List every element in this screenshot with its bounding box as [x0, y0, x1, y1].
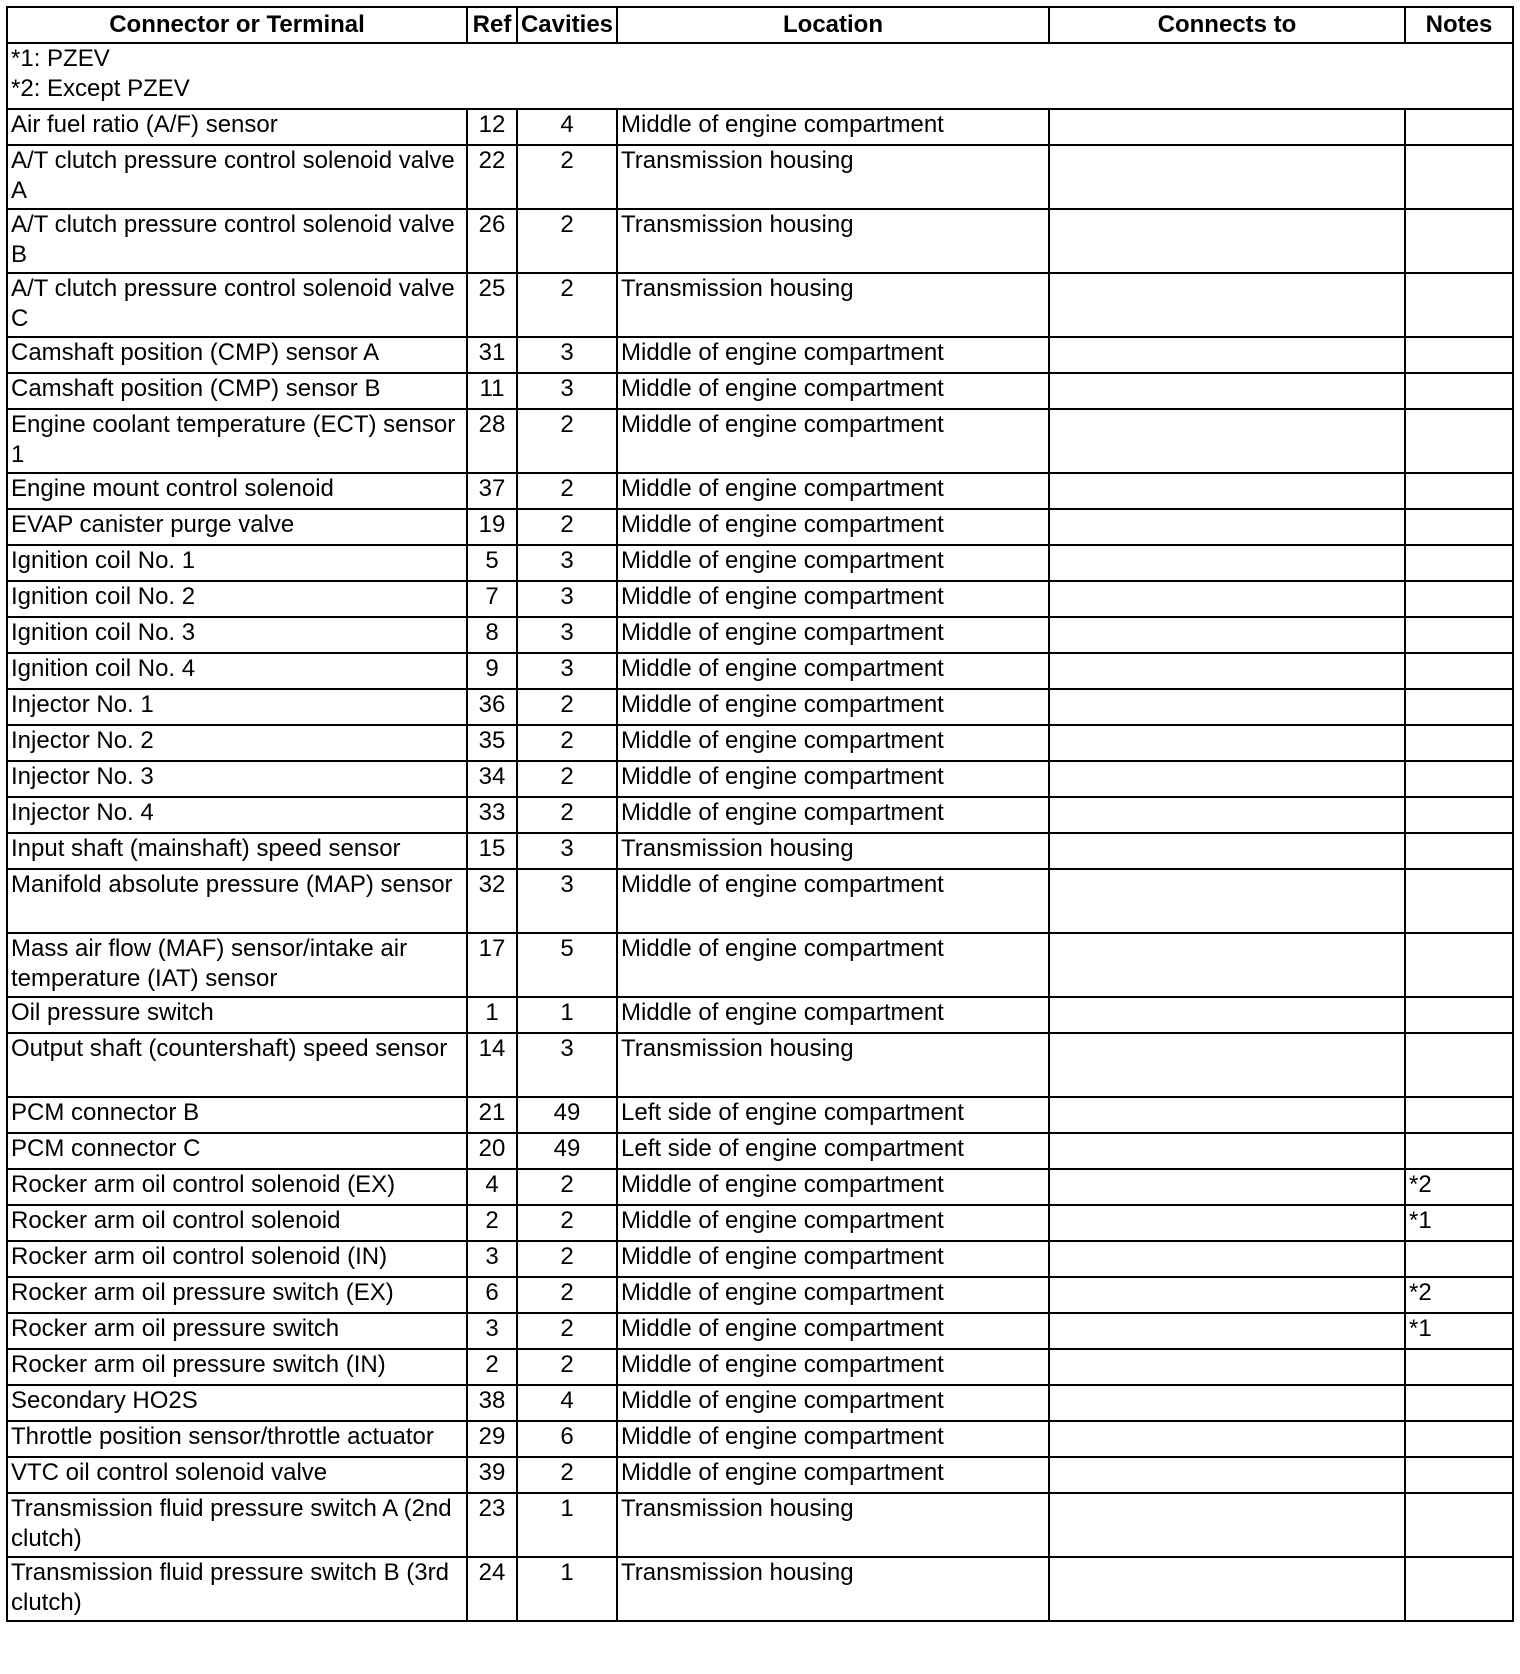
cell-connects-to	[1049, 1133, 1405, 1169]
cell-connector: Input shaft (mainshaft) speed sensor	[7, 833, 467, 869]
cell-notes	[1405, 1557, 1513, 1621]
cell-connector: Engine coolant temperature (ECT) sensor 1	[7, 409, 467, 473]
cell-cavities: 2	[517, 1169, 617, 1205]
cell-ref: 12	[467, 109, 517, 145]
cell-connector: Injector No. 2	[7, 725, 467, 761]
cell-connector: Throttle position sensor/throttle actuator	[7, 1421, 467, 1457]
cell-cavities: 2	[517, 1313, 617, 1349]
table-row	[7, 653, 1513, 689]
table-row	[7, 689, 1513, 725]
cell-cavities: 49	[517, 1133, 617, 1169]
cell-ref: 4	[467, 1169, 517, 1205]
cell-cavities: 3	[517, 833, 617, 869]
cell-cavities: 3	[517, 581, 617, 617]
table-row	[7, 1277, 1513, 1313]
cell-ref: 34	[467, 761, 517, 797]
cell-ref: 6	[467, 1277, 517, 1313]
cell-ref: 2	[467, 1205, 517, 1241]
cell-cavities: 2	[517, 1277, 617, 1313]
cell-connects-to	[1049, 409, 1405, 473]
cell-location: Middle of engine compartment	[617, 997, 1049, 1033]
cell-connects-to	[1049, 725, 1405, 761]
table-row	[7, 1557, 1513, 1621]
cell-location: Middle of engine compartment	[617, 1241, 1049, 1277]
cell-ref: 3	[467, 1241, 517, 1277]
cell-cavities: 3	[517, 617, 617, 653]
header-ref: Ref	[467, 7, 517, 43]
cell-cavities: 2	[517, 1205, 617, 1241]
cell-notes	[1405, 1385, 1513, 1421]
table-row	[7, 617, 1513, 653]
cell-connector: Manifold absolute pressure (MAP) sensor	[7, 869, 467, 933]
cell-cavities: 2	[517, 725, 617, 761]
cell-ref: 21	[467, 1097, 517, 1133]
cell-cavities: 3	[517, 545, 617, 581]
cell-location: Middle of engine compartment	[617, 1349, 1049, 1385]
table-row	[7, 373, 1513, 409]
table-row	[7, 1133, 1513, 1169]
cell-connector: Ignition coil No. 4	[7, 653, 467, 689]
cell-connects-to	[1049, 869, 1405, 933]
connector-table	[6, 6, 1514, 1622]
cell-location: Middle of engine compartment	[617, 869, 1049, 933]
cell-connects-to	[1049, 1349, 1405, 1385]
cell-connector: Transmission fluid pressure switch B (3rd clutch)	[7, 1557, 467, 1621]
cell-notes: *1	[1405, 1205, 1513, 1241]
cell-notes	[1405, 1033, 1513, 1097]
cell-location: Middle of engine compartment	[617, 109, 1049, 145]
cell-location: Middle of engine compartment	[617, 761, 1049, 797]
cell-location: Transmission housing	[617, 273, 1049, 337]
cell-notes: *1	[1405, 1313, 1513, 1349]
cell-connector: A/T clutch pressure control solenoid valve C	[7, 273, 467, 337]
cell-cavities: 2	[517, 145, 617, 209]
cell-connector: A/T clutch pressure control solenoid valve A	[7, 145, 467, 209]
cell-location: Middle of engine compartment	[617, 337, 1049, 373]
cell-notes	[1405, 1133, 1513, 1169]
cell-cavities: 2	[517, 409, 617, 473]
cell-connector: PCM connector C	[7, 1133, 467, 1169]
cell-location: Middle of engine compartment	[617, 653, 1049, 689]
cell-notes	[1405, 1097, 1513, 1133]
cell-cavities: 1	[517, 1493, 617, 1557]
cell-connects-to	[1049, 1169, 1405, 1205]
cell-cavities: 2	[517, 509, 617, 545]
cell-notes	[1405, 581, 1513, 617]
cell-connector: Mass air flow (MAF) sensor/intake air temperature (IAT) sensor	[7, 933, 467, 997]
cell-notes	[1405, 725, 1513, 761]
cell-location: Middle of engine compartment	[617, 581, 1049, 617]
cell-ref: 11	[467, 373, 517, 409]
cell-ref: 32	[467, 869, 517, 933]
cell-cavities: 4	[517, 109, 617, 145]
cell-ref: 37	[467, 473, 517, 509]
cell-notes	[1405, 653, 1513, 689]
cell-connects-to	[1049, 145, 1405, 209]
cell-ref: 5	[467, 545, 517, 581]
cell-cavities: 1	[517, 997, 617, 1033]
table-row	[7, 273, 1513, 337]
cell-location: Middle of engine compartment	[617, 1457, 1049, 1493]
cell-notes	[1405, 145, 1513, 209]
cell-connects-to	[1049, 109, 1405, 145]
cell-connector: Injector No. 3	[7, 761, 467, 797]
cell-location: Middle of engine compartment	[617, 933, 1049, 997]
cell-cavities: 3	[517, 1033, 617, 1097]
cell-connector: PCM connector B	[7, 1097, 467, 1133]
cell-notes	[1405, 933, 1513, 997]
cell-notes	[1405, 1421, 1513, 1457]
cell-cavities: 2	[517, 761, 617, 797]
table-row	[7, 1313, 1513, 1349]
table-row	[7, 337, 1513, 373]
cell-notes	[1405, 761, 1513, 797]
cell-notes	[1405, 409, 1513, 473]
cell-location: Middle of engine compartment	[617, 373, 1049, 409]
cell-ref: 20	[467, 1133, 517, 1169]
cell-location: Transmission housing	[617, 145, 1049, 209]
cell-cavities: 3	[517, 653, 617, 689]
cell-location: Middle of engine compartment	[617, 545, 1049, 581]
cell-location: Middle of engine compartment	[617, 725, 1049, 761]
cell-connector: VTC oil control solenoid valve	[7, 1457, 467, 1493]
cell-ref: 1	[467, 997, 517, 1033]
cell-ref: 2	[467, 1349, 517, 1385]
footnotes-row	[7, 43, 1513, 109]
cell-cavities: 2	[517, 1457, 617, 1493]
cell-connector: Injector No. 1	[7, 689, 467, 725]
cell-connects-to	[1049, 1421, 1405, 1457]
table-row	[7, 1205, 1513, 1241]
header-location: Location	[617, 7, 1049, 43]
cell-connects-to	[1049, 617, 1405, 653]
table-row	[7, 1097, 1513, 1133]
cell-connector: Rocker arm oil control solenoid (IN)	[7, 1241, 467, 1277]
cell-ref: 28	[467, 409, 517, 473]
table-row	[7, 933, 1513, 997]
cell-connects-to	[1049, 509, 1405, 545]
cell-connector: Output shaft (countershaft) speed sensor	[7, 1033, 467, 1097]
cell-ref: 29	[467, 1421, 517, 1457]
table-row	[7, 545, 1513, 581]
cell-ref: 3	[467, 1313, 517, 1349]
cell-connects-to	[1049, 1241, 1405, 1277]
cell-connects-to	[1049, 997, 1405, 1033]
table-row	[7, 109, 1513, 145]
table-row	[7, 833, 1513, 869]
cell-connects-to	[1049, 1457, 1405, 1493]
cell-notes: *2	[1405, 1169, 1513, 1205]
cell-location: Transmission housing	[617, 1557, 1049, 1621]
cell-cavities: 2	[517, 273, 617, 337]
cell-connects-to	[1049, 337, 1405, 373]
cell-connector: Rocker arm oil pressure switch	[7, 1313, 467, 1349]
cell-connects-to	[1049, 833, 1405, 869]
connector-table-page	[6, 6, 1514, 1622]
cell-connector: Rocker arm oil control solenoid (EX)	[7, 1169, 467, 1205]
header-notes: Notes	[1405, 7, 1513, 43]
cell-location: Middle of engine compartment	[617, 473, 1049, 509]
cell-notes	[1405, 373, 1513, 409]
cell-location: Middle of engine compartment	[617, 1277, 1049, 1313]
cell-cavities: 2	[517, 1349, 617, 1385]
cell-connects-to	[1049, 209, 1405, 273]
cell-location: Middle of engine compartment	[617, 1313, 1049, 1349]
cell-ref: 33	[467, 797, 517, 833]
cell-notes	[1405, 1493, 1513, 1557]
cell-ref: 24	[467, 1557, 517, 1621]
cell-location: Middle of engine compartment	[617, 1421, 1049, 1457]
table-row	[7, 725, 1513, 761]
table-row	[7, 1457, 1513, 1493]
cell-cavities: 49	[517, 1097, 617, 1133]
footnote-2: *2: Except PZEV	[11, 75, 190, 102]
cell-notes	[1405, 545, 1513, 581]
table-row	[7, 797, 1513, 833]
cell-connector: A/T clutch pressure control solenoid valve B	[7, 209, 467, 273]
cell-notes	[1405, 509, 1513, 545]
cell-location: Transmission housing	[617, 1033, 1049, 1097]
cell-ref: 9	[467, 653, 517, 689]
cell-connects-to	[1049, 1033, 1405, 1097]
cell-connects-to	[1049, 1557, 1405, 1621]
cell-ref: 36	[467, 689, 517, 725]
table-row	[7, 1241, 1513, 1277]
cell-location: Middle of engine compartment	[617, 409, 1049, 473]
cell-connects-to	[1049, 545, 1405, 581]
table-row	[7, 509, 1513, 545]
table-row	[7, 473, 1513, 509]
cell-cavities: 2	[517, 473, 617, 509]
cell-location: Left side of engine compartment	[617, 1133, 1049, 1169]
cell-cavities: 2	[517, 797, 617, 833]
cell-ref: 38	[467, 1385, 517, 1421]
cell-connector: Oil pressure switch	[7, 997, 467, 1033]
cell-ref: 15	[467, 833, 517, 869]
cell-connects-to	[1049, 653, 1405, 689]
cell-connects-to	[1049, 761, 1405, 797]
cell-cavities: 3	[517, 337, 617, 373]
table-row	[7, 409, 1513, 473]
cell-cavities: 3	[517, 869, 617, 933]
cell-notes	[1405, 109, 1513, 145]
cell-ref: 22	[467, 145, 517, 209]
header-cavities: Cavities	[517, 7, 617, 43]
table-row	[7, 1385, 1513, 1421]
cell-ref: 35	[467, 725, 517, 761]
cell-connects-to	[1049, 1205, 1405, 1241]
cell-ref: 25	[467, 273, 517, 337]
cell-notes	[1405, 689, 1513, 725]
cell-location: Transmission housing	[617, 209, 1049, 273]
table-row	[7, 145, 1513, 209]
cell-connects-to	[1049, 1493, 1405, 1557]
cell-connector: EVAP canister purge valve	[7, 509, 467, 545]
cell-ref: 17	[467, 933, 517, 997]
table-row	[7, 869, 1513, 933]
cell-connector: Transmission fluid pressure switch A (2nd clutch)	[7, 1493, 467, 1557]
table-row	[7, 209, 1513, 273]
table-row	[7, 1493, 1513, 1557]
cell-notes: *2	[1405, 1277, 1513, 1313]
footnote-1: *1: PZEV	[11, 45, 110, 72]
table-row	[7, 1169, 1513, 1205]
cell-notes	[1405, 997, 1513, 1033]
cell-location: Middle of engine compartment	[617, 689, 1049, 725]
cell-ref: 14	[467, 1033, 517, 1097]
cell-connects-to	[1049, 373, 1405, 409]
cell-connects-to	[1049, 1277, 1405, 1313]
cell-connects-to	[1049, 933, 1405, 997]
cell-cavities: 2	[517, 689, 617, 725]
cell-location: Transmission housing	[617, 1493, 1049, 1557]
cell-cavities: 3	[517, 373, 617, 409]
table-row	[7, 1349, 1513, 1385]
table-row	[7, 761, 1513, 797]
table-row	[7, 1421, 1513, 1457]
cell-notes	[1405, 869, 1513, 933]
cell-ref: 26	[467, 209, 517, 273]
cell-ref: 39	[467, 1457, 517, 1493]
cell-connector: Camshaft position (CMP) sensor A	[7, 337, 467, 373]
cell-connector: Rocker arm oil pressure switch (EX)	[7, 1277, 467, 1313]
cell-connector: Air fuel ratio (A/F) sensor	[7, 109, 467, 145]
cell-ref: 8	[467, 617, 517, 653]
cell-location: Middle of engine compartment	[617, 1385, 1049, 1421]
cell-location: Middle of engine compartment	[617, 617, 1049, 653]
header-row	[7, 7, 1513, 43]
cell-connector: Engine mount control solenoid	[7, 473, 467, 509]
cell-connector: Camshaft position (CMP) sensor B	[7, 373, 467, 409]
cell-location: Middle of engine compartment	[617, 1169, 1049, 1205]
cell-notes	[1405, 1457, 1513, 1493]
cell-location: Middle of engine compartment	[617, 1205, 1049, 1241]
footnotes-cell	[7, 43, 1513, 109]
cell-connector: Ignition coil No. 2	[7, 581, 467, 617]
cell-notes	[1405, 273, 1513, 337]
cell-connector: Secondary HO2S	[7, 1385, 467, 1421]
cell-ref: 31	[467, 337, 517, 373]
cell-notes	[1405, 1241, 1513, 1277]
cell-connector: Injector No. 4	[7, 797, 467, 833]
cell-connects-to	[1049, 273, 1405, 337]
cell-cavities: 6	[517, 1421, 617, 1457]
cell-location: Left side of engine compartment	[617, 1097, 1049, 1133]
cell-connector: Ignition coil No. 3	[7, 617, 467, 653]
cell-location: Transmission housing	[617, 833, 1049, 869]
cell-location: Middle of engine compartment	[617, 797, 1049, 833]
cell-connects-to	[1049, 581, 1405, 617]
cell-notes	[1405, 473, 1513, 509]
cell-connects-to	[1049, 689, 1405, 725]
cell-ref: 19	[467, 509, 517, 545]
cell-connector: Rocker arm oil control solenoid	[7, 1205, 467, 1241]
cell-cavities: 4	[517, 1385, 617, 1421]
cell-cavities: 5	[517, 933, 617, 997]
cell-connects-to	[1049, 1097, 1405, 1133]
table-row	[7, 997, 1513, 1033]
header-connects-to: Connects to	[1049, 7, 1405, 43]
cell-notes	[1405, 1349, 1513, 1385]
cell-connector: Rocker arm oil pressure switch (IN)	[7, 1349, 467, 1385]
cell-ref: 7	[467, 581, 517, 617]
cell-notes	[1405, 797, 1513, 833]
cell-connector: Ignition coil No. 1	[7, 545, 467, 581]
cell-cavities: 2	[517, 209, 617, 273]
cell-notes	[1405, 337, 1513, 373]
cell-ref: 23	[467, 1493, 517, 1557]
cell-location: Middle of engine compartment	[617, 509, 1049, 545]
cell-cavities: 1	[517, 1557, 617, 1621]
cell-notes	[1405, 209, 1513, 273]
cell-connects-to	[1049, 1385, 1405, 1421]
cell-connects-to	[1049, 473, 1405, 509]
cell-connects-to	[1049, 797, 1405, 833]
cell-notes	[1405, 617, 1513, 653]
header-connector: Connector or Terminal	[7, 7, 467, 43]
cell-connects-to	[1049, 1313, 1405, 1349]
table-row	[7, 581, 1513, 617]
table-row	[7, 1033, 1513, 1097]
cell-notes	[1405, 833, 1513, 869]
cell-cavities: 2	[517, 1241, 617, 1277]
